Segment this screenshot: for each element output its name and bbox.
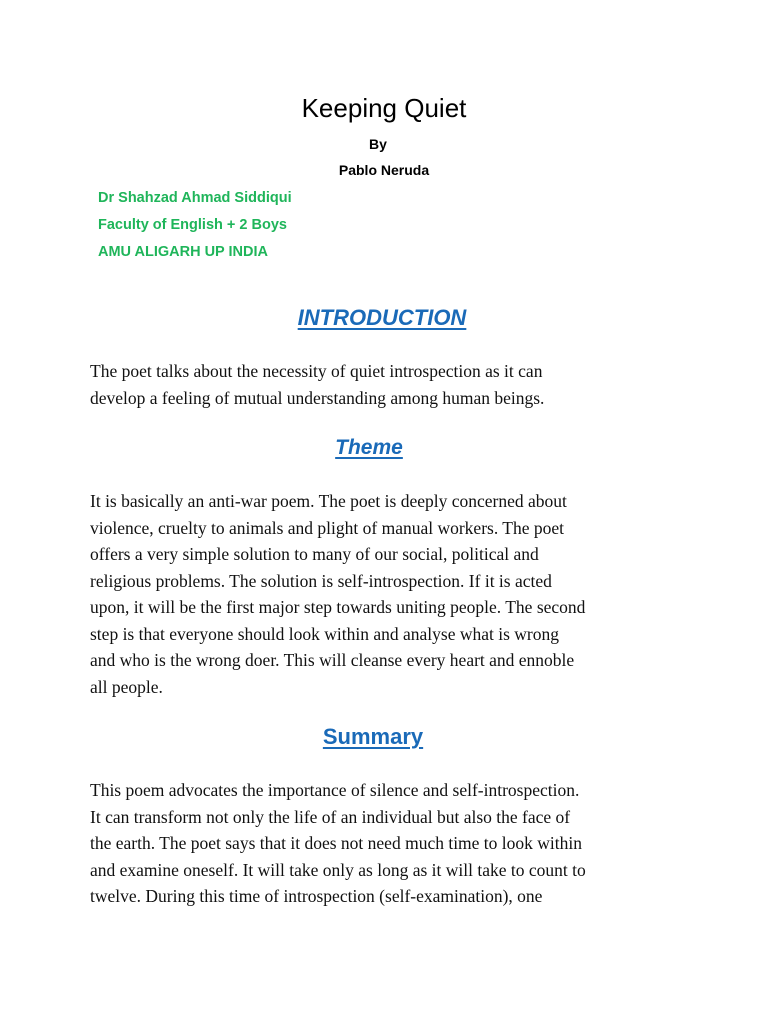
summary-paragraph (90, 777, 690, 910)
paragraph-line: This poem advocates the importance of silence and self-introspection. (90, 780, 580, 800)
credit-location: AMU ALIGARH UP INDIA (98, 244, 268, 260)
theme-heading: Theme (335, 436, 403, 459)
paragraph-line: The poet talks about the necessity of quiet introspection as it can (90, 361, 543, 381)
document-title: Keeping Quiet (301, 93, 467, 123)
paragraph-line: It can transform not only the life of an individual but also the face of (90, 806, 571, 827)
by-line: By (369, 136, 387, 152)
introduction-paragraph (90, 358, 690, 411)
paragraph-line: and examine oneself. It will take only as long as it will take to count to (90, 859, 586, 880)
paragraph-line: offers a very simple solution to many of our social, political and (90, 544, 539, 564)
paragraph-line: It is basically an anti-war poem. The poet is deeply concerned about (90, 491, 567, 511)
paragraph-line: develop a feeling of mutual understanding among human beings. (90, 387, 545, 408)
paragraph-line: all people. (90, 676, 163, 697)
paragraph-line: and who is the wrong doer. This will cleanse every heart and ennoble (90, 650, 575, 670)
credit-name: Dr Shahzad Ahmad Siddiqui (98, 190, 292, 206)
paragraph-line: twelve. During this time of introspection (self-examination), one (90, 886, 543, 906)
poem-author: Pablo Neruda (338, 162, 430, 178)
paragraph-line: religious problems. The solution is self-introspection. If it is acted (90, 570, 552, 591)
paragraph-line: the earth. The poet says that it does not need much time to look within (90, 833, 583, 853)
introduction-heading: INTRODUCTION (297, 305, 467, 330)
theme-paragraph (90, 488, 690, 700)
summary-heading: Summary (322, 724, 424, 749)
paragraph-line: upon, it will be the first major step towards uniting people. The second (90, 597, 586, 617)
credit-faculty: Faculty of English + 2 Boys (98, 217, 287, 233)
paragraph-line: violence, cruelty to animals and plight of manual workers. The poet (90, 517, 564, 538)
paragraph-line: step is that everyone should look within and analyse what is wrong (90, 623, 560, 644)
